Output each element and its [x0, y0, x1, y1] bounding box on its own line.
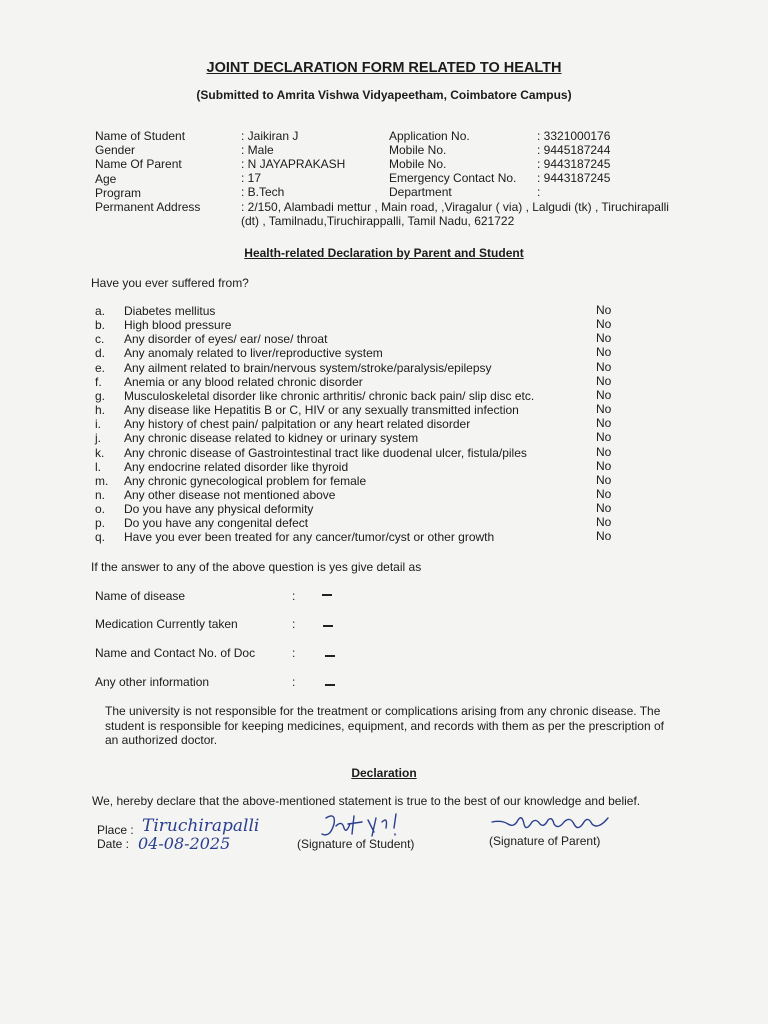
mobile-no-2-value: : 9443187245 — [537, 157, 611, 171]
question-letter: j. — [95, 431, 101, 445]
question-answer: No — [596, 529, 612, 543]
gender-label: Gender — [95, 143, 136, 157]
medication-dash — [323, 625, 333, 627]
question-letter: f. — [95, 375, 102, 389]
question-letter: h. — [95, 403, 106, 417]
address-label: Permanent Address — [95, 200, 201, 214]
question-answer: No — [596, 473, 612, 487]
doctor-contact-dash — [325, 655, 335, 657]
student-name-value: : Jaikiran J — [241, 129, 299, 143]
question-letter: o. — [95, 502, 106, 516]
gender-value: : Male — [241, 143, 274, 157]
question-text: Musculoskeletal disorder like chronic arthritis/ chronic back pain/ slip disc etc. — [124, 389, 535, 403]
disease-name-colon: : — [292, 589, 296, 603]
other-info-colon: : — [292, 675, 296, 689]
parent-signature-label: (Signature of Parent) — [489, 834, 601, 848]
question-text: Have you ever been treated for any cancer/tumor/cyst or other growth — [124, 530, 495, 544]
question-letter: i. — [95, 417, 101, 431]
parent-name-label: Name Of Parent — [95, 157, 182, 171]
department-label: Department — [389, 185, 452, 199]
question-letter: c. — [95, 332, 105, 346]
question-letter: p. — [95, 516, 106, 530]
question-text: Any history of chest pain/ palpitation or any heart related disorder — [124, 417, 471, 431]
doctor-contact-colon: : — [292, 646, 296, 660]
student-name-label: Name of Student — [95, 129, 186, 143]
date-value: 04-08-2025 — [138, 834, 231, 853]
place-value: Tiruchirapalli — [142, 816, 260, 836]
declaration-text: We, hereby declare that the above-mentioned statement is true to the best of our knowledge and belief. — [92, 794, 641, 808]
mobile-no-label: Mobile No. — [389, 143, 447, 157]
disease-name-label: Name of disease — [95, 589, 186, 603]
question-text: Any chronic gynecological problem for female — [124, 474, 367, 488]
question-letter: d. — [95, 346, 106, 360]
details-intro: If the answer to any of the above question is yes give detail as — [91, 560, 422, 574]
question-letter: m. — [95, 474, 109, 488]
parent-signature — [488, 810, 618, 836]
parent-name-value: : N JAYAPRAKASH — [241, 157, 346, 171]
question-answer: No — [596, 317, 612, 331]
question-answer: No — [596, 402, 612, 416]
emergency-contact-label: Emergency Contact No. — [389, 171, 517, 185]
form-title: JOINT DECLARATION FORM RELATED TO HEALTH — [206, 60, 562, 76]
question-answer: No — [596, 501, 612, 515]
question-answer: No — [596, 303, 612, 317]
question-answer: No — [596, 416, 612, 430]
question-letter: g. — [95, 389, 106, 403]
question-text: High blood pressure — [124, 318, 232, 332]
question-letter: q. — [95, 530, 106, 544]
program-value: : B.Tech — [241, 185, 285, 199]
question-answer: No — [596, 430, 612, 444]
question-answer: No — [596, 487, 612, 501]
program-label: Program — [95, 186, 142, 200]
declaration-title: Declaration — [351, 766, 417, 780]
question-answer: No — [596, 515, 612, 529]
question-intro: Have you ever suffered from? — [91, 276, 249, 290]
other-info-dash — [325, 684, 335, 686]
question-answer: No — [596, 360, 612, 374]
student-signature-label: (Signature of Student) — [297, 837, 415, 851]
question-text: Any chronic disease related to kidney or urinary system — [124, 431, 419, 445]
disease-name-dash — [322, 594, 332, 596]
question-letter: n. — [95, 488, 106, 502]
question-text: Any other disease not mentioned above — [124, 488, 336, 502]
form-subtitle: (Submitted to Amrita Vishwa Vidyapeetham, Coimbatore Campus) — [196, 88, 572, 102]
address-value: : 2/150, Alambadi mettur , Main road, ,Viragalur ( via) , Lalgudi (tk) , Tiruchirapalli (dt) , Tamilnadu,Tiruchirappalli, Tamil Nadu, 621722 — [241, 200, 669, 228]
question-text: Any anomaly related to liver/reproductive system — [124, 346, 383, 360]
question-letter: a. — [95, 304, 106, 318]
question-answer: No — [596, 345, 612, 359]
disclaimer-text: The university is not responsible for the treatment or complications arising from any chronic disease. The student is responsible for keeping medicines, equipment, and records with them as per the prescription of an authorized doctor. — [105, 704, 664, 747]
question-answer: No — [596, 388, 612, 402]
question-text: Any endocrine related disorder like thyroid — [124, 460, 349, 474]
question-text: Any ailment related to brain/nervous system/stroke/paralysis/epilepsy — [124, 361, 492, 375]
question-text: Anemia or any blood related chronic disorder — [124, 375, 363, 389]
health-section-title: Health-related Declaration by Parent and Student — [244, 246, 524, 260]
question-text: Any disease like Hepatitis B or C, HIV or any sexually transmitted infection — [124, 403, 519, 417]
question-answer: No — [596, 445, 612, 459]
doctor-contact-label: Name and Contact No. of Doc — [95, 646, 256, 660]
question-letter: b. — [95, 318, 106, 332]
department-value: : — [537, 185, 541, 199]
other-info-label: Any other information — [95, 675, 210, 689]
place-label: Place : — [97, 823, 134, 837]
medication-label: Medication Currently taken — [95, 617, 238, 631]
question-answer: No — [596, 459, 612, 473]
mobile-no-2-label: Mobile No. — [389, 157, 447, 171]
application-no-label: Application No. — [389, 129, 470, 143]
question-text: Do you have any congenital defect — [124, 516, 309, 530]
question-text: Do you have any physical deformity — [124, 502, 314, 516]
application-no-value: : 3321000176 — [537, 129, 611, 143]
age-label: Age — [95, 172, 117, 186]
date-label: Date : — [97, 837, 130, 851]
question-text: Any chronic disease of Gastrointestinal tract like duodenal ulcer, fistula/piles — [124, 446, 527, 460]
question-letter: l. — [95, 460, 101, 474]
question-answer: No — [596, 374, 612, 388]
mobile-no-value: : 9445187244 — [537, 143, 611, 157]
question-letter: e. — [95, 361, 106, 375]
age-value: : 17 — [241, 171, 262, 185]
question-answer: No — [596, 331, 612, 345]
question-text: Any disorder of eyes/ ear/ nose/ throat — [124, 332, 328, 346]
question-text: Diabetes mellitus — [124, 304, 216, 318]
emergency-contact-value: : 9443187245 — [537, 171, 611, 185]
question-letter: k. — [95, 446, 105, 460]
medication-colon: : — [292, 617, 296, 631]
